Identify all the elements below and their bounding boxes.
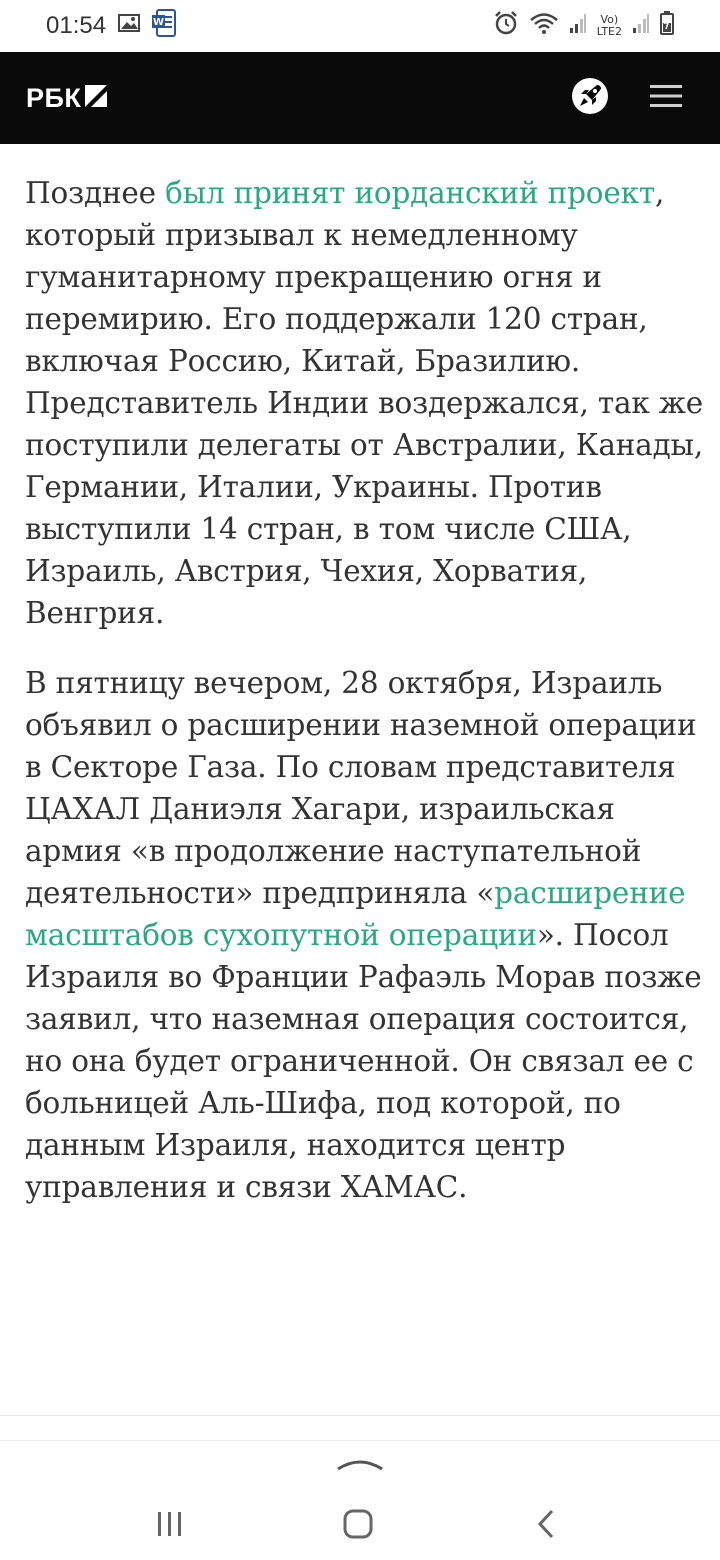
paragraph-jordan-project bbox=[25, 172, 705, 634]
network-type-indicator bbox=[597, 14, 622, 38]
system-navigation-bar bbox=[0, 1440, 720, 1560]
logo-text: РБК bbox=[26, 82, 82, 113]
p2-text-after: ». Посол Израиля во Франции Рафаэль Морав позже заявил, что наземная операция состоится, но она будет ограниченной. Он связал ее с больницей Аль-Шифа, под которой, по данным Израиля, находится центр управления и связи ХАМАС. bbox=[25, 918, 702, 1204]
link-jordan-project[interactable]: был принят иорданский проект bbox=[165, 176, 655, 210]
signal-icon-2 bbox=[632, 12, 650, 41]
wifi-icon bbox=[529, 11, 559, 42]
p2-text-before: В пятницу вечером, 28 октября, Израиль объявил о расширении наземной операции в Секторе Газа. По словам представителя ЦАХАЛ Даниэля Хагари, израильская армия «в продолжение наступательной деятельности» предприняла « bbox=[25, 666, 697, 910]
rbc-logo[interactable] bbox=[26, 83, 107, 114]
logo-mark-icon bbox=[85, 83, 107, 114]
signal-icon-1 bbox=[569, 12, 587, 41]
site-header bbox=[0, 52, 720, 144]
article-body bbox=[25, 102, 705, 1236]
menu-icon[interactable] bbox=[650, 84, 682, 112]
alarm-icon bbox=[493, 10, 519, 43]
word-notification-icon bbox=[152, 9, 176, 44]
lte-label: LTE2 bbox=[596, 25, 622, 38]
content-divider bbox=[0, 1415, 720, 1416]
home-button[interactable] bbox=[328, 1501, 388, 1551]
home-icon bbox=[342, 1508, 374, 1544]
back-icon bbox=[534, 1508, 558, 1544]
status-left bbox=[46, 9, 176, 44]
status-right bbox=[493, 10, 674, 43]
battery-icon bbox=[660, 11, 674, 42]
rocket-icon[interactable] bbox=[570, 76, 610, 120]
header-actions bbox=[570, 76, 682, 120]
recent-apps-button[interactable] bbox=[140, 1501, 200, 1551]
recent-apps-icon bbox=[155, 1509, 185, 1543]
chevron-up-icon[interactable] bbox=[336, 1455, 384, 1479]
gallery-notification-icon bbox=[118, 12, 140, 40]
p1-text-after: , который призывал к немедленному гуманитарному прекращению огня и перемирию. Его поддержали 120 стран, включая Россию, Китай, Бразилию. Представитель Индии воздержался, так же поступили делегаты от Австралии, Канады, Германии, Италии, Украины. Против выступили 14 стран, в том числе США, Израиль, Австрия, Чехия, Хорватия, Венгрия. bbox=[25, 176, 703, 630]
status-bar bbox=[0, 0, 720, 52]
link-ground-operation[interactable]: расширение масштабов сухопутной операции bbox=[25, 876, 686, 952]
svg-text:W: W bbox=[153, 16, 165, 28]
clock: 01:54 bbox=[46, 12, 107, 39]
paragraph-ground-operation bbox=[25, 662, 705, 1208]
volte-label: Vo) bbox=[600, 13, 619, 26]
back-button[interactable] bbox=[516, 1501, 576, 1551]
p1-text-before: Позднее bbox=[25, 176, 166, 210]
